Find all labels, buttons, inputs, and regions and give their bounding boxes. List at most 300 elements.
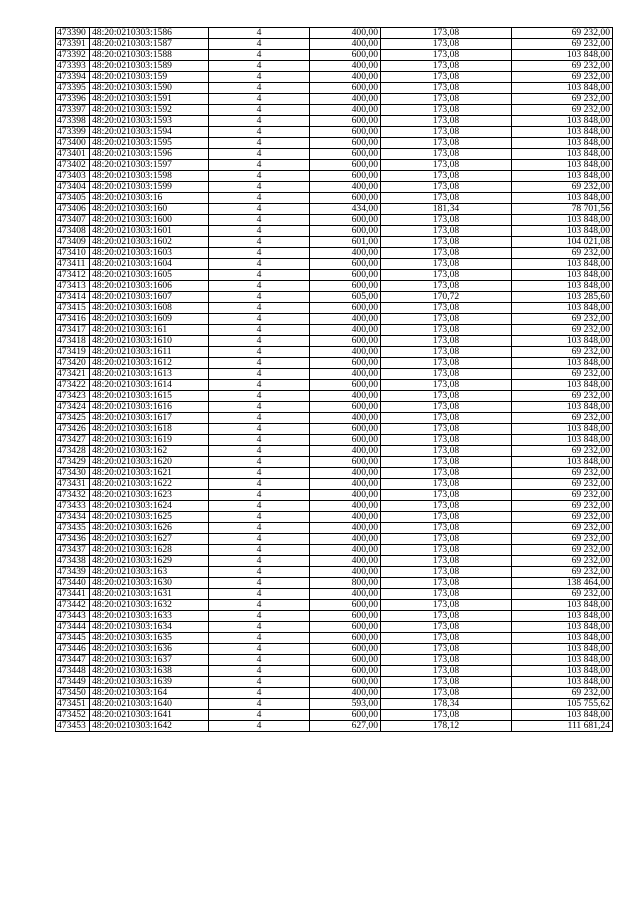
row-number-cell: 473414 <box>56 292 90 303</box>
category-cell: 4 <box>209 402 310 413</box>
row-number-cell: 473443 <box>56 611 90 622</box>
cadastral-value-cell: 69 232,00 <box>512 556 613 567</box>
table-row <box>56 567 613 578</box>
table-row <box>56 501 613 512</box>
category-cell: 4 <box>209 501 310 512</box>
table-row <box>56 622 613 633</box>
cadastral-value-cell: 69 232,00 <box>512 490 613 501</box>
cadastral-value-cell: 103 848,00 <box>512 358 613 369</box>
cadastral-number-cell: 48:20:0210303:1611 <box>90 347 209 358</box>
cadastral-number-cell: 48:20:0210303:1614 <box>90 380 209 391</box>
area-cell: 400,00 <box>310 182 381 193</box>
row-number-cell: 473453 <box>56 721 90 732</box>
cadastral-value-cell: 111 681,24 <box>512 721 613 732</box>
area-cell: 600,00 <box>310 677 381 688</box>
cadastral-number-cell: 48:20:0210303:1636 <box>90 644 209 655</box>
cadastral-number-cell: 48:20:0210303:1607 <box>90 292 209 303</box>
specific-value-cell: 173,08 <box>381 325 512 336</box>
cadastral-number-cell: 48:20:0210303:1623 <box>90 490 209 501</box>
cadastral-value-cell: 69 232,00 <box>512 28 613 39</box>
area-cell: 600,00 <box>310 149 381 160</box>
specific-value-cell: 173,08 <box>381 633 512 644</box>
row-number-cell: 473441 <box>56 589 90 600</box>
cadastral-number-cell: 48:20:0210303:1622 <box>90 479 209 490</box>
specific-value-cell: 173,08 <box>381 655 512 666</box>
specific-value-cell: 173,08 <box>381 72 512 83</box>
row-number-cell: 473423 <box>56 391 90 402</box>
cadastral-number-cell: 48:20:0210303:1597 <box>90 160 209 171</box>
cadastral-number-cell: 48:20:0210303:1635 <box>90 633 209 644</box>
specific-value-cell: 173,08 <box>381 523 512 534</box>
cadastral-value-cell: 69 232,00 <box>512 446 613 457</box>
row-number-cell: 473415 <box>56 303 90 314</box>
specific-value-cell: 173,08 <box>381 127 512 138</box>
area-cell: 400,00 <box>310 39 381 50</box>
area-cell: 400,00 <box>310 490 381 501</box>
category-cell: 4 <box>209 413 310 424</box>
cadastral-number-cell: 48:20:0210303:1586 <box>90 28 209 39</box>
area-cell: 600,00 <box>310 138 381 149</box>
specific-value-cell: 173,08 <box>381 358 512 369</box>
category-cell: 4 <box>209 369 310 380</box>
cadastral-number-cell: 48:20:0210303:1608 <box>90 303 209 314</box>
cadastral-number-cell: 48:20:0210303:1619 <box>90 435 209 446</box>
category-cell: 4 <box>209 688 310 699</box>
cadastral-value-cell: 69 232,00 <box>512 512 613 523</box>
area-cell: 593,00 <box>310 699 381 710</box>
area-cell: 400,00 <box>310 512 381 523</box>
table-row <box>56 369 613 380</box>
table-row <box>56 171 613 182</box>
category-cell: 4 <box>209 116 310 127</box>
row-number-cell: 473449 <box>56 677 90 688</box>
row-number-cell: 473408 <box>56 226 90 237</box>
specific-value-cell: 173,08 <box>381 677 512 688</box>
category-cell: 4 <box>209 204 310 215</box>
area-cell: 400,00 <box>310 61 381 72</box>
specific-value-cell: 173,08 <box>381 61 512 72</box>
area-cell: 600,00 <box>310 226 381 237</box>
specific-value-cell: 173,08 <box>381 468 512 479</box>
cadastral-value-cell: 103 848,00 <box>512 281 613 292</box>
cadastral-number-cell: 48:20:0210303:1633 <box>90 611 209 622</box>
table-row <box>56 94 613 105</box>
category-cell: 4 <box>209 72 310 83</box>
table-row <box>56 303 613 314</box>
cadastral-value-cell: 103 848,00 <box>512 611 613 622</box>
specific-value-cell: 173,08 <box>381 193 512 204</box>
area-cell: 600,00 <box>310 116 381 127</box>
row-number-cell: 473433 <box>56 501 90 512</box>
area-cell: 400,00 <box>310 347 381 358</box>
row-number-cell: 473431 <box>56 479 90 490</box>
cadastral-value-cell: 69 232,00 <box>512 61 613 72</box>
cadastral-number-cell: 48:20:0210303:1616 <box>90 402 209 413</box>
cadastral-value-cell: 103 848,00 <box>512 622 613 633</box>
table-row <box>56 644 613 655</box>
category-cell: 4 <box>209 61 310 72</box>
cadastral-number-cell: 48:20:0210303:1634 <box>90 622 209 633</box>
cadastral-number-cell: 48:20:0210303:1604 <box>90 259 209 270</box>
cadastral-number-cell: 48:20:0210303:1610 <box>90 336 209 347</box>
table-row <box>56 556 613 567</box>
row-number-cell: 473429 <box>56 457 90 468</box>
cadastral-number-cell: 48:20:0210303:1591 <box>90 94 209 105</box>
row-number-cell: 473402 <box>56 160 90 171</box>
row-number-cell: 473448 <box>56 666 90 677</box>
cadastral-number-cell: 48:20:0210303:1641 <box>90 710 209 721</box>
specific-value-cell: 173,08 <box>381 270 512 281</box>
category-cell: 4 <box>209 358 310 369</box>
category-cell: 4 <box>209 50 310 61</box>
row-number-cell: 473446 <box>56 644 90 655</box>
cadastral-value-cell: 103 848,00 <box>512 83 613 94</box>
specific-value-cell: 173,08 <box>381 501 512 512</box>
table-row <box>56 402 613 413</box>
cadastral-value-cell: 103 848,00 <box>512 710 613 721</box>
table-row <box>56 39 613 50</box>
cadastral-number-cell: 48:20:0210303:1600 <box>90 215 209 226</box>
specific-value-cell: 173,08 <box>381 94 512 105</box>
table-row <box>56 534 613 545</box>
row-number-cell: 473451 <box>56 699 90 710</box>
cadastral-value-cell: 69 232,00 <box>512 468 613 479</box>
cadastral-value-cell: 103 848,00 <box>512 226 613 237</box>
specific-value-cell: 173,08 <box>381 28 512 39</box>
cadastral-number-cell: 48:20:0210303:1613 <box>90 369 209 380</box>
row-number-cell: 473428 <box>56 446 90 457</box>
cadastral-number-cell: 48:20:0210303:1589 <box>90 61 209 72</box>
row-number-cell: 473398 <box>56 116 90 127</box>
cadastral-value-cell: 103 848,00 <box>512 149 613 160</box>
row-number-cell: 473412 <box>56 270 90 281</box>
specific-value-cell: 173,08 <box>381 39 512 50</box>
cadastral-value-cell: 69 232,00 <box>512 182 613 193</box>
specific-value-cell: 173,08 <box>381 248 512 259</box>
row-number-cell: 473410 <box>56 248 90 259</box>
table-row <box>56 61 613 72</box>
category-cell: 4 <box>209 655 310 666</box>
row-number-cell: 473442 <box>56 600 90 611</box>
cadastral-number-cell: 48:20:0210303:1612 <box>90 358 209 369</box>
table-row <box>56 138 613 149</box>
cadastral-value-cell: 103 848,00 <box>512 424 613 435</box>
cadastral-value-cell: 69 232,00 <box>512 567 613 578</box>
row-number-cell: 473395 <box>56 83 90 94</box>
category-cell: 4 <box>209 94 310 105</box>
specific-value-cell: 173,08 <box>381 215 512 226</box>
specific-value-cell: 173,08 <box>381 336 512 347</box>
area-cell: 400,00 <box>310 446 381 457</box>
cadastral-number-cell: 48:20:0210303:1598 <box>90 171 209 182</box>
row-number-cell: 473397 <box>56 105 90 116</box>
table-row <box>56 655 613 666</box>
category-cell: 4 <box>209 127 310 138</box>
specific-value-cell: 173,08 <box>381 369 512 380</box>
table-row <box>56 358 613 369</box>
table-row <box>56 578 613 589</box>
area-cell: 800,00 <box>310 578 381 589</box>
specific-value-cell: 173,08 <box>381 512 512 523</box>
area-cell: 400,00 <box>310 28 381 39</box>
row-number-cell: 473435 <box>56 523 90 534</box>
cadastral-value-cell: 103 848,00 <box>512 303 613 314</box>
area-cell: 600,00 <box>310 380 381 391</box>
category-cell: 4 <box>209 424 310 435</box>
cadastral-value-table <box>55 27 613 732</box>
table-row <box>56 248 613 259</box>
row-number-cell: 473407 <box>56 215 90 226</box>
table-row <box>56 204 613 215</box>
area-cell: 600,00 <box>310 655 381 666</box>
cadastral-number-cell: 48:20:0210303:1594 <box>90 127 209 138</box>
table-row <box>56 688 613 699</box>
cadastral-value-cell: 69 232,00 <box>512 347 613 358</box>
specific-value-cell: 173,08 <box>381 281 512 292</box>
table-row <box>56 699 613 710</box>
specific-value-cell: 173,08 <box>381 303 512 314</box>
area-cell: 601,00 <box>310 237 381 248</box>
category-cell: 4 <box>209 545 310 556</box>
row-number-cell: 473447 <box>56 655 90 666</box>
specific-value-cell: 173,08 <box>381 534 512 545</box>
table-row <box>56 292 613 303</box>
table-row <box>56 633 613 644</box>
category-cell: 4 <box>209 292 310 303</box>
area-cell: 600,00 <box>310 303 381 314</box>
area-cell: 400,00 <box>310 248 381 259</box>
area-cell: 600,00 <box>310 215 381 226</box>
area-cell: 600,00 <box>310 600 381 611</box>
specific-value-cell: 173,08 <box>381 237 512 248</box>
cadastral-value-cell: 69 232,00 <box>512 545 613 556</box>
row-number-cell: 473401 <box>56 149 90 160</box>
table-row <box>56 127 613 138</box>
cadastral-number-cell: 48:20:0210303:1624 <box>90 501 209 512</box>
specific-value-cell: 173,08 <box>381 644 512 655</box>
table-row <box>56 50 613 61</box>
area-cell: 605,00 <box>310 292 381 303</box>
row-number-cell: 473418 <box>56 336 90 347</box>
category-cell: 4 <box>209 512 310 523</box>
row-number-cell: 473419 <box>56 347 90 358</box>
area-cell: 400,00 <box>310 556 381 567</box>
specific-value-cell: 173,08 <box>381 710 512 721</box>
cadastral-value-cell: 69 232,00 <box>512 72 613 83</box>
cadastral-number-cell: 48:20:0210303:1627 <box>90 534 209 545</box>
cadastral-value-cell: 103 848,00 <box>512 270 613 281</box>
specific-value-cell: 178,34 <box>381 699 512 710</box>
category-cell: 4 <box>209 171 310 182</box>
category-cell: 4 <box>209 325 310 336</box>
cadastral-number-cell: 48:20:0210303:1603 <box>90 248 209 259</box>
table-row <box>56 611 613 622</box>
cadastral-number-cell: 48:20:0210303:1592 <box>90 105 209 116</box>
area-cell: 400,00 <box>310 413 381 424</box>
row-number-cell: 473450 <box>56 688 90 699</box>
category-cell: 4 <box>209 105 310 116</box>
specific-value-cell: 173,08 <box>381 490 512 501</box>
table-body <box>56 28 613 732</box>
row-number-cell: 473411 <box>56 259 90 270</box>
specific-value-cell: 173,08 <box>381 479 512 490</box>
cadastral-number-cell: 48:20:0210303:1587 <box>90 39 209 50</box>
area-cell: 600,00 <box>310 644 381 655</box>
table-row <box>56 259 613 270</box>
cadastral-value-cell: 69 232,00 <box>512 391 613 402</box>
table-row <box>56 435 613 446</box>
area-cell: 400,00 <box>310 314 381 325</box>
table-row <box>56 314 613 325</box>
cadastral-value-cell: 103 848,00 <box>512 138 613 149</box>
category-cell: 4 <box>209 556 310 567</box>
table-row <box>56 490 613 501</box>
row-number-cell: 473393 <box>56 61 90 72</box>
cadastral-number-cell: 48:20:0210303:1602 <box>90 237 209 248</box>
row-number-cell: 473432 <box>56 490 90 501</box>
specific-value-cell: 173,08 <box>381 138 512 149</box>
cadastral-value-cell: 69 232,00 <box>512 248 613 259</box>
cadastral-value-cell: 103 848,00 <box>512 215 613 226</box>
area-cell: 400,00 <box>310 534 381 545</box>
specific-value-cell: 173,08 <box>381 435 512 446</box>
row-number-cell: 473399 <box>56 127 90 138</box>
row-number-cell: 473427 <box>56 435 90 446</box>
cadastral-number-cell: 48:20:0210303:1617 <box>90 413 209 424</box>
cadastral-number-cell: 48:20:0210303:1626 <box>90 523 209 534</box>
area-cell: 600,00 <box>310 259 381 270</box>
category-cell: 4 <box>209 589 310 600</box>
area-cell: 600,00 <box>310 435 381 446</box>
cadastral-value-cell: 103 848,00 <box>512 457 613 468</box>
area-cell: 627,00 <box>310 721 381 732</box>
category-cell: 4 <box>209 567 310 578</box>
specific-value-cell: 173,08 <box>381 556 512 567</box>
area-cell: 600,00 <box>310 666 381 677</box>
table-row <box>56 413 613 424</box>
specific-value-cell: 173,08 <box>381 314 512 325</box>
cadastral-number-cell: 48:20:0210303:1629 <box>90 556 209 567</box>
cadastral-number-cell: 48:20:0210303:1618 <box>90 424 209 435</box>
category-cell: 4 <box>209 721 310 732</box>
row-number-cell: 473413 <box>56 281 90 292</box>
table-row <box>56 710 613 721</box>
cadastral-value-cell: 69 232,00 <box>512 369 613 380</box>
cadastral-value-cell: 103 848,00 <box>512 127 613 138</box>
row-number-cell: 473430 <box>56 468 90 479</box>
cadastral-value-cell: 103 848,00 <box>512 677 613 688</box>
specific-value-cell: 173,08 <box>381 83 512 94</box>
area-cell: 400,00 <box>310 688 381 699</box>
cadastral-value-cell: 69 232,00 <box>512 94 613 105</box>
category-cell: 4 <box>209 336 310 347</box>
specific-value-cell: 173,08 <box>381 402 512 413</box>
cadastral-number-cell: 48:20:0210303:1642 <box>90 721 209 732</box>
category-cell: 4 <box>209 215 310 226</box>
category-cell: 4 <box>209 446 310 457</box>
cadastral-number-cell: 48:20:0210303:160 <box>90 204 209 215</box>
table-row <box>56 666 613 677</box>
area-cell: 400,00 <box>310 391 381 402</box>
cadastral-value-cell: 103 848,00 <box>512 193 613 204</box>
category-cell: 4 <box>209 303 310 314</box>
specific-value-cell: 173,08 <box>381 578 512 589</box>
cadastral-value-cell: 103 848,00 <box>512 259 613 270</box>
specific-value-cell: 173,08 <box>381 105 512 116</box>
category-cell: 4 <box>209 457 310 468</box>
table-row <box>56 391 613 402</box>
category-cell: 4 <box>209 622 310 633</box>
cadastral-number-cell: 48:20:0210303:1628 <box>90 545 209 556</box>
row-number-cell: 473416 <box>56 314 90 325</box>
cadastral-value-cell: 69 232,00 <box>512 314 613 325</box>
category-cell: 4 <box>209 479 310 490</box>
cadastral-value-cell: 69 232,00 <box>512 413 613 424</box>
specific-value-cell: 173,08 <box>381 391 512 402</box>
cadastral-value-cell: 69 232,00 <box>512 325 613 336</box>
area-cell: 400,00 <box>310 589 381 600</box>
cadastral-value-cell: 103 848,00 <box>512 171 613 182</box>
table-row <box>56 512 613 523</box>
specific-value-cell: 173,08 <box>381 347 512 358</box>
row-number-cell: 473436 <box>56 534 90 545</box>
cadastral-number-cell: 48:20:0210303:1601 <box>90 226 209 237</box>
area-cell: 600,00 <box>310 457 381 468</box>
cadastral-value-cell: 103 848,00 <box>512 666 613 677</box>
cadastral-number-cell: 48:20:0210303:162 <box>90 446 209 457</box>
specific-value-cell: 173,08 <box>381 622 512 633</box>
table-row <box>56 424 613 435</box>
cadastral-value-cell: 78 701,56 <box>512 204 613 215</box>
category-cell: 4 <box>209 160 310 171</box>
table-row <box>56 479 613 490</box>
row-number-cell: 473391 <box>56 39 90 50</box>
specific-value-cell: 173,08 <box>381 446 512 457</box>
area-cell: 400,00 <box>310 468 381 479</box>
table-row <box>56 72 613 83</box>
category-cell: 4 <box>209 237 310 248</box>
cadastral-value-cell: 69 232,00 <box>512 39 613 50</box>
specific-value-cell: 178,12 <box>381 721 512 732</box>
cadastral-value-cell: 103 848,00 <box>512 435 613 446</box>
row-number-cell: 473404 <box>56 182 90 193</box>
area-cell: 600,00 <box>310 50 381 61</box>
specific-value-cell: 173,08 <box>381 666 512 677</box>
table-row <box>56 226 613 237</box>
cadastral-number-cell: 48:20:0210303:1630 <box>90 578 209 589</box>
cadastral-number-cell: 48:20:0210303:163 <box>90 567 209 578</box>
table-row <box>56 677 613 688</box>
specific-value-cell: 173,08 <box>381 457 512 468</box>
specific-value-cell: 173,08 <box>381 116 512 127</box>
cadastral-value-cell: 103 848,00 <box>512 644 613 655</box>
row-number-cell: 473445 <box>56 633 90 644</box>
row-number-cell: 473444 <box>56 622 90 633</box>
cadastral-number-cell: 48:20:0210303:161 <box>90 325 209 336</box>
area-cell: 600,00 <box>310 424 381 435</box>
row-number-cell: 473426 <box>56 424 90 435</box>
category-cell: 4 <box>209 523 310 534</box>
category-cell: 4 <box>209 710 310 721</box>
row-number-cell: 473392 <box>56 50 90 61</box>
cadastral-number-cell: 48:20:0210303:159 <box>90 72 209 83</box>
area-cell: 400,00 <box>310 325 381 336</box>
row-number-cell: 473452 <box>56 710 90 721</box>
cadastral-number-cell: 48:20:0210303:1640 <box>90 699 209 710</box>
cadastral-number-cell: 48:20:0210303:1639 <box>90 677 209 688</box>
cadastral-value-cell: 69 232,00 <box>512 589 613 600</box>
specific-value-cell: 173,08 <box>381 380 512 391</box>
